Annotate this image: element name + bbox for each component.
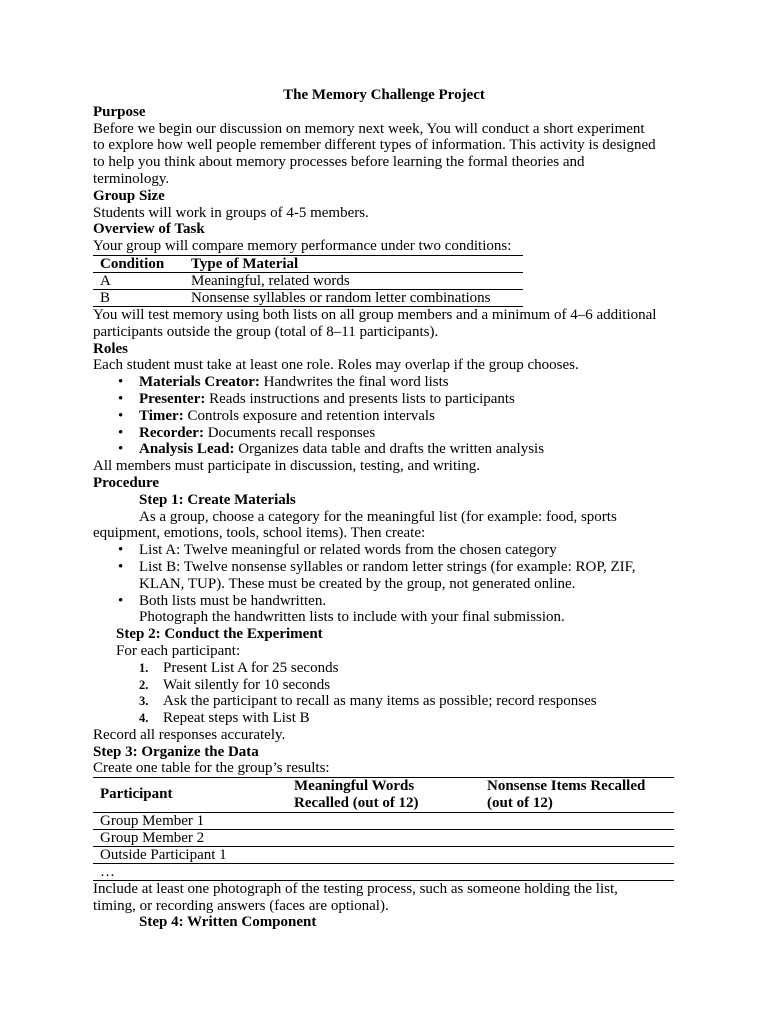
list-item-text: Both lists must be handwritten. (139, 592, 327, 609)
bullet-icon (118, 391, 123, 408)
table-cell (287, 813, 480, 829)
paragraph-line: Your group will compare memory performance under two conditions: (93, 238, 512, 255)
table-row (93, 864, 674, 881)
paragraph-line: For each participant: (116, 642, 241, 659)
paragraph-line: to explore how well people remember different types of information. This activity is designed (93, 137, 656, 154)
conditions-table (93, 255, 523, 307)
column-header-type: Type of Material (191, 255, 299, 272)
header-line: (out of 12) (487, 795, 553, 812)
list-item (93, 425, 675, 442)
table-row (93, 290, 523, 307)
step-heading: Step 4: Written Component (139, 914, 317, 931)
table-row (93, 813, 674, 830)
step-heading: Step 2: Conduct the Experiment (116, 626, 323, 643)
section-heading-purpose: Purpose (93, 103, 146, 120)
paragraph-line: As a group, choose a category for the meaningful list (for example: food, sports (139, 508, 617, 525)
list-item (93, 593, 675, 610)
section-heading-overview: Overview of Task (93, 221, 205, 238)
paragraph-line: Before we begin our discussion on memory next week, You will conduct a short experiment (93, 120, 645, 137)
section-heading-procedure: Procedure (93, 474, 160, 491)
paragraph-line: participants outside the group (total of 8–11 participants). (93, 323, 439, 340)
paragraph-line: Include at least one photograph of the testing process, such as someone holding the list, (93, 880, 618, 897)
table-row (93, 830, 674, 847)
table-cell: B (100, 289, 111, 306)
list-item (93, 441, 675, 458)
bullet-icon (118, 374, 123, 391)
bullet-icon (118, 441, 123, 458)
paragraph-line: Record all responses accurately. (93, 726, 286, 743)
item-text: Ask the participant to recall as many items as possible; record responses (163, 693, 597, 710)
table-cell: Meaningful, related words (191, 272, 350, 289)
paragraph-line: equipment, emotions, tools, school items). Then create: (93, 525, 426, 542)
column-header-condition: Condition (100, 255, 165, 272)
table-cell: … (100, 863, 115, 880)
bullet-icon (118, 425, 123, 442)
table-cell (287, 864, 480, 880)
table-header-row (93, 778, 674, 813)
paragraph-line: Each student must take at least one role. Roles may overlap if the group chooses. (93, 357, 579, 374)
table-cell: A (100, 272, 111, 289)
paragraph-line: Students will work in groups of 4-5 members. (93, 204, 369, 221)
bullet-icon (118, 408, 123, 425)
list-item (93, 542, 675, 559)
paragraph-line: terminology. (93, 170, 170, 187)
header-line: Recalled (out of 12) (294, 795, 419, 812)
paragraph-line: timing, or recording answers (faces are optional). (93, 897, 389, 914)
list-item-text: List A: Twelve meaningful or related words from the chosen category (139, 542, 557, 559)
table-cell: Group Member 2 (100, 829, 205, 846)
table-cell: Nonsense syllables or random letter combinations (191, 289, 491, 306)
bullet-icon (118, 559, 123, 576)
table-cell (480, 864, 674, 880)
item-number: 4. (139, 711, 149, 726)
numbered-item (93, 660, 675, 677)
table-row (93, 273, 523, 290)
list-item (93, 374, 675, 391)
list-item (93, 408, 675, 425)
section-heading-group-size: Group Size (93, 187, 165, 204)
header-line: Meaningful Words (294, 778, 415, 795)
item-text: Wait silently for 10 seconds (163, 676, 331, 693)
item-number: 1. (139, 660, 149, 675)
table-cell (480, 813, 674, 829)
paragraph-line: Create one table for the group’s results: (93, 760, 330, 777)
column-header-meaningful (287, 778, 480, 812)
bullet-icon (118, 542, 123, 559)
table-cell (480, 847, 674, 863)
list-item-continuation: KLAN, TUP). These must be created by the group, not generated online. (139, 575, 576, 592)
numbered-item (93, 693, 675, 710)
item-text: Repeat steps with List B (163, 710, 310, 727)
column-header-nonsense (480, 778, 674, 812)
results-table (93, 777, 674, 881)
section-heading-roles: Roles (93, 340, 128, 357)
document-title: The Memory Challenge Project (283, 87, 485, 103)
item-number: 3. (139, 694, 149, 709)
paragraph-line: You will test memory using both lists on all group members and a minimum of 4–6 additional (93, 306, 657, 323)
list-item (93, 559, 675, 576)
list-item-text: List B: Twelve nonsense syllables or random letter strings (for example: ROP, ZIF, (139, 558, 636, 575)
table-cell (287, 847, 480, 863)
numbered-item (93, 677, 675, 694)
table-cell: Group Member 1 (100, 812, 205, 829)
role-label: Materials Creator: (139, 374, 260, 391)
table-cell (480, 830, 674, 846)
role-description: Documents recall responses (207, 424, 376, 441)
role-label: Presenter: (139, 390, 206, 407)
step-heading: Step 3: Organize the Data (93, 743, 259, 760)
document-body (93, 87, 675, 931)
role-description: Handwrites the final word lists (263, 374, 449, 391)
table-row (93, 847, 674, 864)
numbered-item (93, 710, 675, 727)
table-header-row (93, 256, 523, 273)
paragraph-line: to help you think about memory processes before learning the formal theories and (93, 154, 585, 171)
table-cell: Outside Participant 1 (100, 846, 227, 863)
list-item (93, 391, 675, 408)
step-heading: Step 1: Create Materials (139, 491, 296, 508)
paragraph-line: All members must participate in discussion, testing, and writing. (93, 458, 481, 475)
item-number: 2. (139, 677, 149, 692)
bullet-icon (118, 593, 123, 610)
role-description: Reads instructions and presents lists to participants (209, 390, 515, 407)
role-description: Controls exposure and retention intervals (187, 407, 435, 424)
paragraph-line: Photograph the handwritten lists to include with your final submission. (139, 609, 565, 626)
role-label: Recorder: (139, 424, 204, 441)
role-label: Analysis Lead: (139, 441, 235, 458)
header-line: Nonsense Items Recalled (487, 778, 646, 795)
role-description: Organizes data table and drafts the written analysis (238, 441, 545, 458)
column-header-participant: Participant (100, 786, 173, 803)
table-cell (287, 830, 480, 846)
role-label: Timer: (139, 407, 184, 424)
item-text: Present List A for 25 seconds (163, 659, 339, 676)
